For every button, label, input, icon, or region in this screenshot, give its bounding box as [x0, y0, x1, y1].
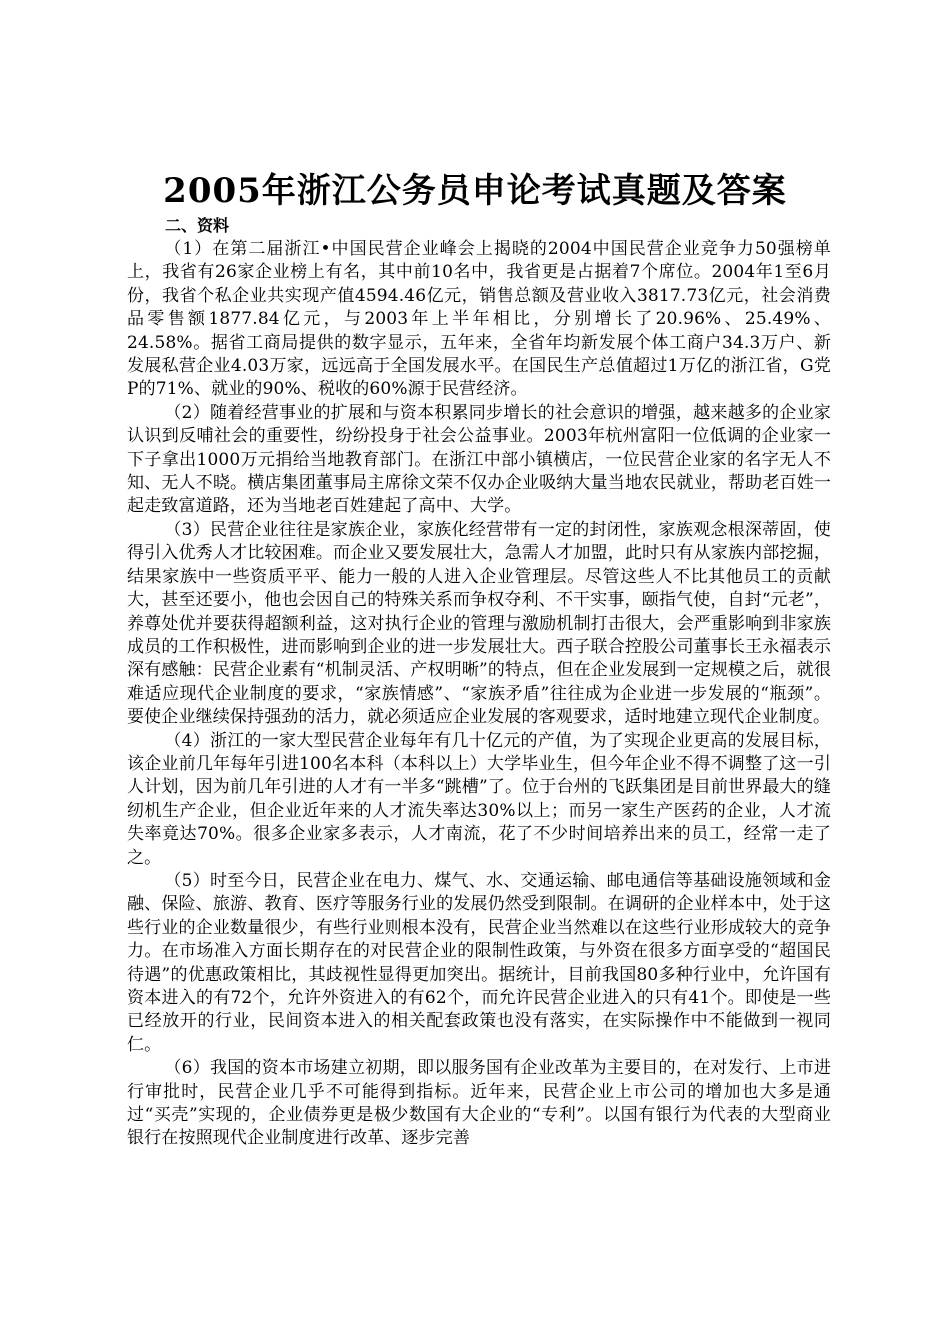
section-heading: 二、资料 — [165, 216, 230, 235]
document-title: 2005年浙江公务员申论考试真题及答案 — [163, 171, 787, 211]
paragraph-1: （1）在第二届浙江•中国民营企业峰会上揭晓的2004中国民营企业竞争力50强榜单上，我省有26家企业榜上有名，其中前10名中，我省更是占据着7个席位。2004年1至6月份，我省个私企业共实现产值4594.46亿元，销售总额及营业收入3817.73亿元，社会消费品零售额1877.84亿元，与2003年上半年相比，分别增长了20.96%、25.49%、24.58%。据省工商局提供的数字显示，五年来，全省年均新发展个体工商户34.3万户、新发展私营企业4.03万家，远远高于全国发展水平。在国民生产总值超过1万亿的浙江省，G党P的71%、就业的90%、税收的60%源于民营经济。 — [127, 239, 831, 400]
paragraph-6: （6）我国的资本市场建立初期，即以服务国有企业改革为主要目的，在对发行、上市进行审批时，民营企业几乎不可能得到指标。近年来，民营企业上市公司的增加也大多是通过“买壳”实现的，企业债券更是极少数国有大企业的“专利”。以国有银行为代表的大型商业银行在按照现代企业制度进行改革、逐步完善 — [127, 1058, 831, 1149]
paragraph-2: （2）随着经营事业的扩展和与资本积累同步增长的社会意识的增强，越来越多的企业家认识到反哺社会的重要性，纷纷投身于社会公益事业。2003年杭州富阳一位低调的企业家一下子拿出1000万元捐给当地教育部门。在浙江中部小镇横店，一位民营企业家的名字无人不知、无人不晓。横店集团董事局主席徐文荣不仅办企业吸纳大量当地农民就业，帮助老百姓一起走致富道路，还为当地老百姓建起了高中、大学。 — [127, 402, 831, 517]
paragraph-3: （3）民营企业往往是家族企业，家族化经营带有一定的封闭性，家族观念根深蒂固，使得引入优秀人才比较困难。而企业又要发展壮大，急需人才加盟，此时只有从家族内部挖掘，结果家族中一些资质平平、能力一般的人进入企业管理层。尽管这些人不比其他员工的贡献大，甚至还要小，他也会因自己的特殊关系而争权夺利、不干实事，颐指气使，自封“元老”，养尊处优并要获得超额利益，这对执行企业的管理与激励机制打击很大，会严重影响到非家族成员的工作积极性，进而影响到企业的进一步发展壮大。西子联合控股公司董事长王永福表示深有感触：民营企业素有“机制灵活、产权明晰”的特点，但在企业发展到一定规模之后，就很难适应现代企业制度的要求，“家族情感”、“家族矛盾”往往成为企业进一步发展的“瓶颈”。要使企业继续保持强劲的活力，就必须适应企业发展的客观要求，适时地建立现代企业制度。 — [127, 519, 831, 728]
paragraph-5: （5）时至今日，民营企业在电力、煤气、水、交通运输、邮电通信等基础设施领域和金融、保险、旅游、教育、医疗等服务行业的发展仍然受到限制。在调研的企业样本中，处于这些行业的企业数量很少，有些行业则根本没有，民营企业当然难以在这些行业形成较大的竞争力。在市场准入方面长期存在的对民营企业的限制性政策，与外资在很多方面享受的“超国民待遇”的优惠政策相比，其歧视性显得更加突出。据统计，目前我国80多种行业中，允许国有资本进入的有72个，允许外资进入的有62个，而允许民营企业进入的只有41个。即使是一些已经放开的行业，民间资本进入的相关配套政策也没有落实，在实际操作中不能做到一视同仁。 — [127, 870, 831, 1055]
document-body — [127, 238, 831, 1151]
paragraph-4: （4）浙江的一家大型民营企业每年有几十亿元的产值，为了实现企业更高的发展目标，该企业前几年每年引进100名本科（本科以上）大学毕业生，但今年企业不得不调整了这一引人计划，因为前几年引进的人才有一半多“跳槽”了。位于台州的飞跃集团是目前世界最大的缝纫机生产企业，但企业近年来的人才流失率达30%以上；而另一家生产医药的企业，人才流失率竟达70%。很多企业家多表示，人才南流，花了不少时间培养出来的员工，经常一走了之。 — [127, 730, 831, 868]
